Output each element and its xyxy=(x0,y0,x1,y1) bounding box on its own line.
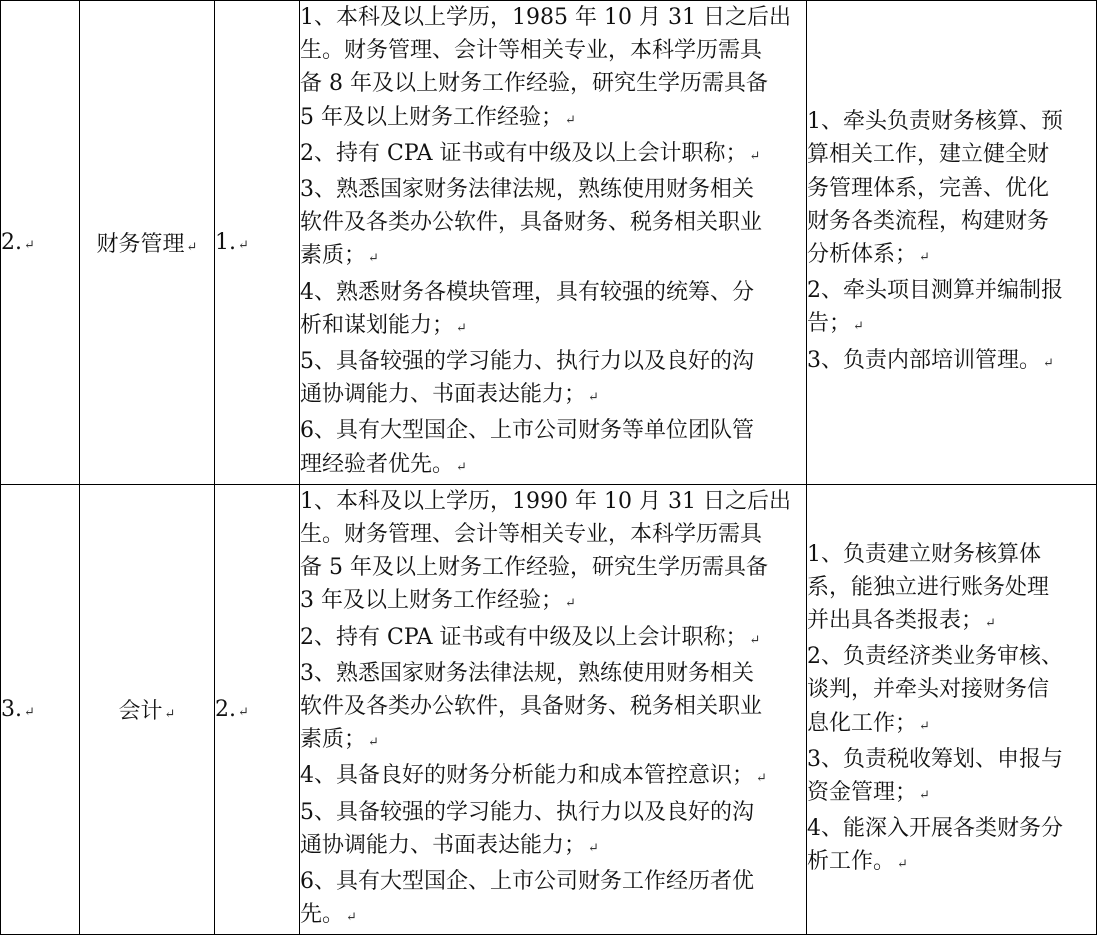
paragraph-mark-icon: ↵ xyxy=(238,237,249,253)
paragraph-mark-icon: ↵ xyxy=(368,735,379,751)
paragraph-mark-icon: ↵ xyxy=(164,707,176,723)
headcount: 2. xyxy=(215,697,236,723)
requirement-line: 通协调能力、书面表达能力； ↵ xyxy=(300,382,599,408)
requirement-line: 2、持有 CPA 证书或有中级及以上会计职称； ↵ xyxy=(300,140,761,166)
paragraph-mark-icon: ↵ xyxy=(588,390,599,406)
paragraph-mark-icon: ↵ xyxy=(368,251,379,267)
requirement-line: 素质； ↵ xyxy=(300,243,379,269)
duty-line: 息化工作； ↵ xyxy=(807,710,930,736)
duty-line: 财务各类流程，构建财务 xyxy=(807,208,1050,234)
duty-line: 告； ↵ xyxy=(807,311,864,337)
duty-line: 2、负责经济类业务审核、 xyxy=(807,644,1063,670)
requirement-line: 软件及各类办公软件，具备财务、税务相关职业 xyxy=(300,210,763,236)
paragraph-mark-icon: ↵ xyxy=(186,239,198,255)
requirement-line: 备 5 年及以上财务工作经验，研究生学历需具备 xyxy=(300,555,768,581)
paragraph-mark-icon: ↵ xyxy=(565,596,576,612)
duty-line: 析工作。 ↵ xyxy=(807,849,908,875)
duty-line: 4、能深入开展各类财务分 xyxy=(807,816,1063,842)
paragraph-mark-icon: ↵ xyxy=(1043,355,1054,371)
paragraph-mark-icon: ↵ xyxy=(565,112,576,128)
paragraph-mark-icon: ↵ xyxy=(756,771,767,787)
duty-line: 3、负责内部培训管理。 ↵ xyxy=(807,347,1054,373)
duty-line: 2、牵头项目测算并编制报 xyxy=(807,278,1063,304)
requirement-line: 3 年及以上财务工作经验； ↵ xyxy=(300,588,576,614)
position-cell xyxy=(80,1,215,485)
duty-line: 谈判，并牵头对接财务信 xyxy=(807,677,1050,703)
requirement-line: 1、本科及以上学历，1985 年 10 月 31 日之后出 xyxy=(300,5,791,30)
requirement-line: 5 年及以上财务工作经验； ↵ xyxy=(300,104,576,130)
paragraph-mark-icon: ↵ xyxy=(456,320,467,336)
position-cell xyxy=(80,484,215,935)
paragraph-mark-icon: ↵ xyxy=(588,840,599,856)
paragraph-mark-icon: ↵ xyxy=(24,237,35,253)
paragraph-mark-icon: ↵ xyxy=(919,788,930,804)
duty-line: 并出具各类报表； ↵ xyxy=(807,608,996,634)
duties-cell xyxy=(807,1,1097,485)
duty-line: 分析体系； ↵ xyxy=(807,241,930,267)
duty-line: 资金管理； ↵ xyxy=(807,780,930,806)
requirement-line: 生。财务管理、会计等相关专业，本科学历需具 xyxy=(300,522,763,548)
requirement-line: 5、具备较强的学习能力、执行力以及良好的沟 xyxy=(300,799,754,825)
requirements-cell xyxy=(300,484,807,935)
row-number: 3. xyxy=(1,697,22,723)
requirements-cell xyxy=(300,1,807,485)
paragraph-mark-icon: ↵ xyxy=(456,459,467,475)
requirement-line: 5、具备较强的学习能力、执行力以及良好的沟 xyxy=(300,349,754,375)
paragraph-mark-icon: ↵ xyxy=(238,705,249,721)
paragraph-mark-icon: ↵ xyxy=(346,910,357,926)
duty-line: 系，能独立进行账务处理 xyxy=(807,574,1050,600)
row-number-cell xyxy=(1,484,80,935)
duties-cell xyxy=(807,484,1097,935)
position-name: 会计 xyxy=(118,699,163,725)
requirement-line: 4、具备良好的财务分析能力和成本管控意识； ↵ xyxy=(300,763,767,789)
duty-line: 1、牵头负责财务核算、预 xyxy=(807,109,1063,135)
requirement-line: 3、熟悉国家财务法律法规，熟练使用财务相关 xyxy=(300,660,754,686)
position-name: 财务管理 xyxy=(96,231,185,257)
requirement-line: 6、具有大型国企、上市公司财务工作经历者优 xyxy=(300,869,754,895)
paragraph-mark-icon: ↵ xyxy=(919,718,930,734)
duty-line: 3、负责税收筹划、申报与 xyxy=(807,746,1063,772)
requirement-line: 先。 ↵ xyxy=(300,902,357,928)
paragraph-mark-icon: ↵ xyxy=(24,705,35,721)
requirement-line: 6、具有大型国企、上市公司财务等单位团队管 xyxy=(300,418,754,444)
requirement-line: 析和谋划能力； ↵ xyxy=(300,312,467,338)
row-number-cell xyxy=(1,1,80,485)
requirement-line: 理经验者优先。 ↵ xyxy=(300,451,467,477)
requirement-line: 1、本科及以上学历，1990 年 10 月 31 日之后出 xyxy=(300,488,791,514)
requirement-line: 软件及各类办公软件，具备财务、税务相关职业 xyxy=(300,694,763,720)
requirement-line: 2、持有 CPA 证书或有中级及以上会计职称； ↵ xyxy=(300,624,761,650)
paragraph-mark-icon: ↵ xyxy=(853,319,864,335)
table-row xyxy=(1,1,1097,485)
headcount-cell xyxy=(215,1,300,485)
requirement-line: 素质； ↵ xyxy=(300,727,379,753)
duty-line: 算相关工作，建立健全财 xyxy=(807,142,1050,168)
paragraph-mark-icon: ↵ xyxy=(749,148,761,164)
duty-line: 1、负责建立财务核算体 xyxy=(807,541,1041,567)
requirement-line: 4、熟悉财务各模块管理，具有较强的统筹、分 xyxy=(300,279,754,305)
paragraph-mark-icon: ↵ xyxy=(985,616,996,632)
paragraph-mark-icon: ↵ xyxy=(897,857,908,873)
row-number: 2. xyxy=(1,229,22,255)
requirement-line: 生。财务管理、会计等相关专业，本科学历需具 xyxy=(300,38,763,64)
requirement-line: 通协调能力、书面表达能力； ↵ xyxy=(300,832,599,858)
paragraph-mark-icon: ↵ xyxy=(749,632,761,648)
paragraph-mark-icon: ↵ xyxy=(919,249,930,265)
headcount-cell xyxy=(215,484,300,935)
requirement-line: 备 8 年及以上财务工作经验，研究生学历需具备 xyxy=(300,71,768,97)
duty-line: 务管理体系，完善、优化 xyxy=(807,175,1050,201)
requirement-line: 3、熟悉国家财务法律法规，熟练使用财务相关 xyxy=(300,177,754,203)
headcount: 1. xyxy=(215,229,236,255)
table-row xyxy=(1,484,1097,935)
